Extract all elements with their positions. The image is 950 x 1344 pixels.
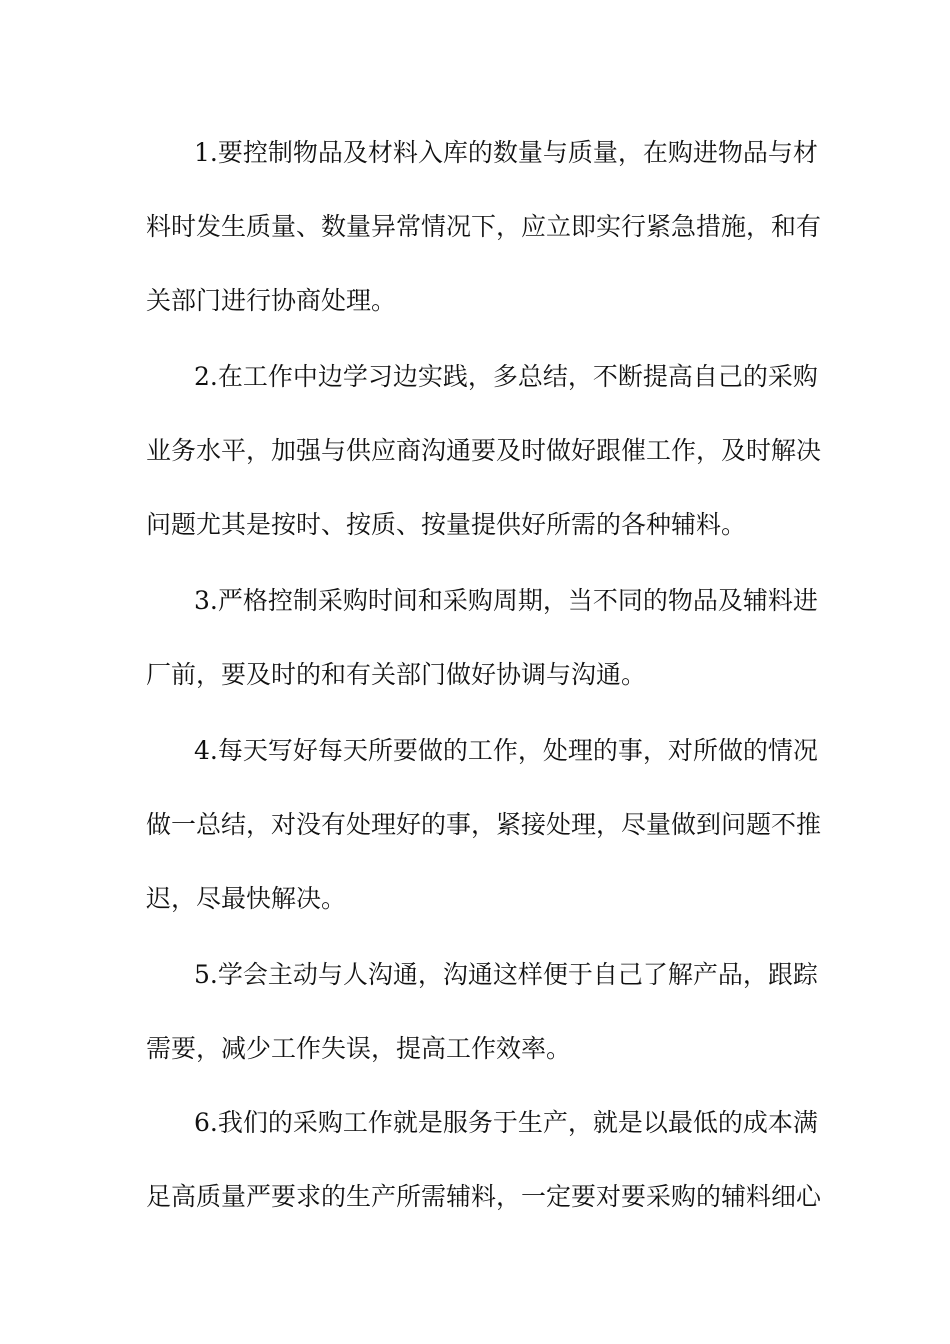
paragraph-4-line-3: 迟，尽最快解决。	[146, 884, 347, 913]
paragraph-5-line-2: 需要，减少工作失误，提高工作效率。	[146, 1034, 572, 1063]
paragraph-2-line-1: 2.在工作中边学习边实践，多总结，不断提高自己的采购	[194, 362, 818, 391]
paragraph-1-line-3: 关部门进行协商处理。	[146, 286, 397, 315]
paragraph-2-line-3: 问题尤其是按时、按质、按量提供好所需的各种辅料。	[146, 510, 747, 539]
paragraph-3-line-2: 厂前，要及时的和有关部门做好协调与沟通。	[146, 660, 647, 689]
paragraph-2-line-2: 业务水平，加强与供应商沟通要及时做好跟催工作，及时解决	[146, 436, 822, 465]
paragraph-4-line-2: 做一总结，对没有处理好的事，紧接处理，尽量做到问题不推	[146, 810, 822, 839]
paragraph-4-line-1: 4.每天写好每天所要做的工作，处理的事，对所做的情况	[194, 736, 818, 765]
paragraph-6-line-2: 足高质量严要求的生产所需辅料，一定要对要采购的辅料细心	[146, 1182, 822, 1211]
paragraph-3-line-1: 3.严格控制采购时间和采购周期，当不同的物品及辅料进	[194, 586, 818, 615]
paragraph-6-line-1: 6.我们的采购工作就是服务于生产，就是以最低的成本满	[194, 1108, 818, 1137]
paragraph-5-line-1: 5.学会主动与人沟通，沟通这样便于自己了解产品，跟踪	[194, 960, 818, 989]
paragraph-1-line-2: 料时发生质量、数量异常情况下，应立即实行紧急措施，和有	[146, 212, 822, 241]
paragraph-1-line-1: 1.要控制物品及材料入库的数量与质量，在购进物品与材	[194, 138, 818, 167]
